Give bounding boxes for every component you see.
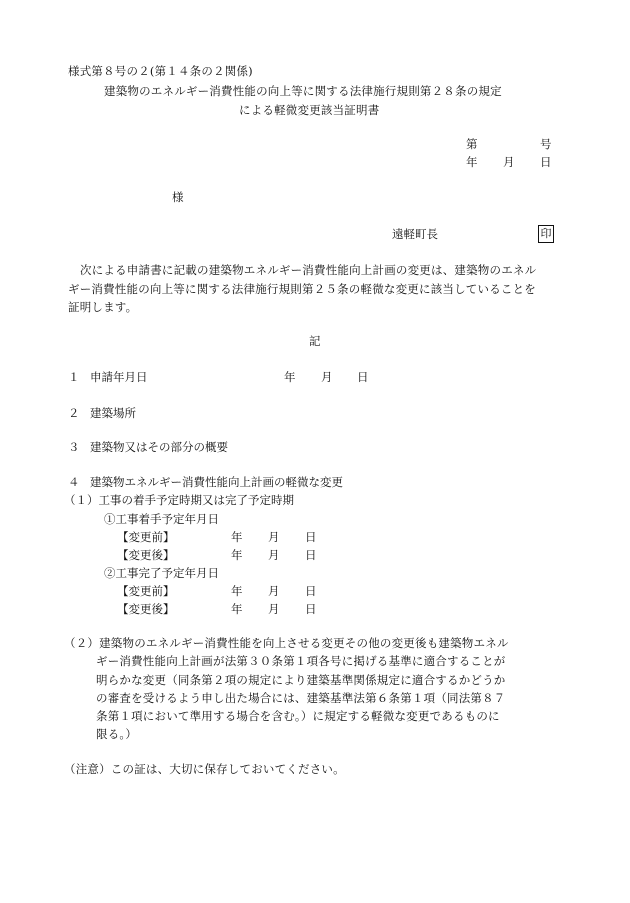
start-after-day: 日 <box>305 548 317 562</box>
complete-before-year: 年 <box>231 584 243 598</box>
item-4-number: ４ <box>68 475 80 489</box>
item-4-sub-2-line-3: 明らかな変更（同条第２項の規定により建築基準関係規定に適合するかどうか <box>96 673 506 687</box>
complete-after-day: 日 <box>305 602 317 616</box>
start-before-label: 【変更前】 <box>117 530 175 544</box>
issue-date-day: 日 <box>540 155 552 169</box>
body-text-line-1: 次による申請書に記載の建築物エネルギー消費性能向上計画の変更は、建築物のエネル <box>80 263 537 277</box>
certificate-title-line-1: 建築物のエネルギー消費性能の向上等に関する法律施行規則第２８条の規定 <box>104 84 502 98</box>
complete-before-day: 日 <box>305 584 317 598</box>
start-before-month: 月 <box>268 530 280 544</box>
issue-date-month: 月 <box>503 155 515 169</box>
item-1-day: 日 <box>357 370 369 384</box>
certificate-title-line-2: による軽微変更該当証明書 <box>239 103 380 117</box>
item-4-sub-2-line-1: （２）建築物のエネルギー消費性能を向上させる変更その他の変更後も建築物エネル <box>64 636 509 650</box>
complete-before-month: 月 <box>268 584 280 598</box>
complete-after-year: 年 <box>231 602 243 616</box>
seal-stamp: 印 <box>538 225 554 243</box>
complete-after-month: 月 <box>268 602 280 616</box>
start-before-day: 日 <box>305 530 317 544</box>
item-1-year: 年 <box>284 370 296 384</box>
body-text-line-2: ギー消費性能の向上等に関する法律施行規則第２５条の軽微な変更に該当していることを <box>68 282 536 296</box>
complete-before-label: 【変更前】 <box>117 584 175 598</box>
body-text-line-3: 証明します。 <box>68 300 138 314</box>
start-after-label: 【変更後】 <box>117 548 175 562</box>
item-4-sub-2-line-6: 限る。） <box>96 727 138 741</box>
item-3-label: 建築物又はその部分の概要 <box>90 440 228 454</box>
complete-date-label: ②工事完了予定年月日 <box>104 566 219 580</box>
item-1-label: 申請年月日 <box>90 370 148 384</box>
doc-number-dai: 第 <box>466 137 478 151</box>
doc-number-go: 号 <box>540 137 552 151</box>
item-2-label: 建築場所 <box>90 406 136 420</box>
caution-note: （注意）この証は、大切に保存しておいてください。 <box>64 762 345 776</box>
ki-heading: 記 <box>309 334 321 348</box>
item-1-month: 月 <box>321 370 333 384</box>
complete-after-label: 【変更後】 <box>117 602 175 616</box>
item-1-number: １ <box>68 370 80 384</box>
start-before-year: 年 <box>231 530 243 544</box>
item-4-sub-1-label: （１）工事の着手予定時期又は完了予定時期 <box>64 493 294 507</box>
start-after-year: 年 <box>231 548 243 562</box>
item-4-sub-2-line-4: の審査を受けるよう申し出た場合には、建築基準法第６条第１項（同法第８７ <box>96 691 506 705</box>
issuer-name: 遠軽町長 <box>392 227 438 241</box>
issue-date-year: 年 <box>466 155 478 169</box>
item-4-label: 建築物エネルギー消費性能向上計画の軽微な変更 <box>90 475 343 489</box>
item-4-sub-2-line-5: 条第１項において準用する場合を含む。）に規定する軽微な変更であるものに <box>96 709 500 723</box>
start-date-label: ①工事着手予定年月日 <box>104 512 219 526</box>
item-3-number: ３ <box>68 440 80 454</box>
form-number: 様式第８号の２(第１４条の２関係) <box>68 64 253 78</box>
addressee-sama: 様 <box>172 190 184 204</box>
start-after-month: 月 <box>268 548 280 562</box>
item-2-number: ２ <box>68 406 80 420</box>
item-4-sub-2-line-2: ギー消費性能向上計画が法第３０条第１項各号に掲げる基準に適合することが <box>96 654 506 668</box>
